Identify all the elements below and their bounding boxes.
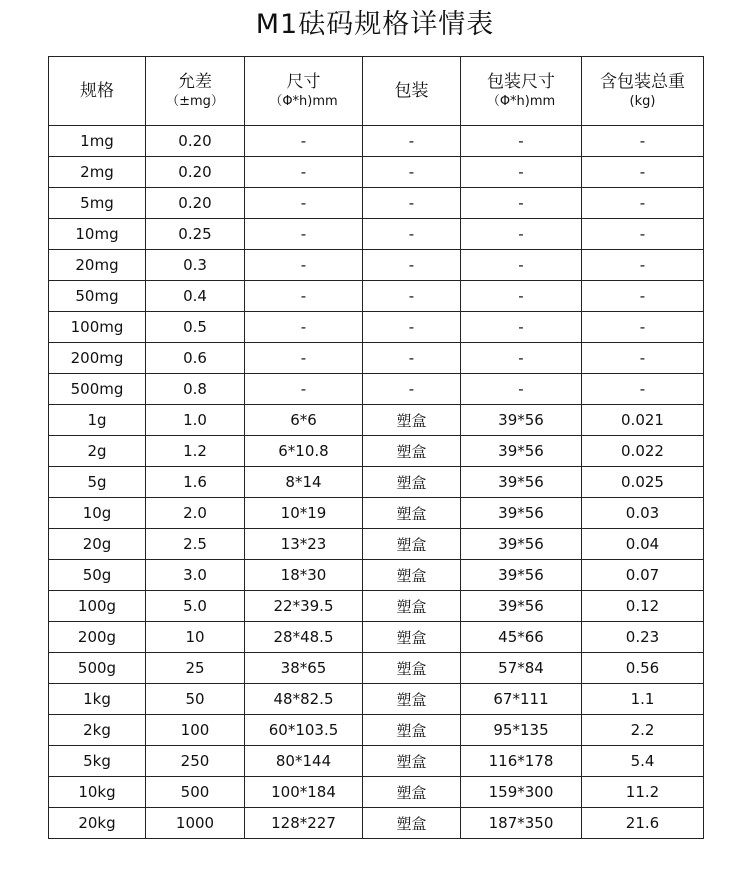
header-size [245,57,363,126]
cell-packaging: 塑盒 [363,777,461,808]
cell-package-size: 39*56 [461,467,582,498]
cell-total-weight: - [582,157,704,188]
table-row [49,188,704,219]
cell-spec: 500mg [49,374,146,405]
header-unit: （Φ*h)mm [486,94,556,109]
cell-spec: 100mg [49,312,146,343]
cell-packaging: 塑盒 [363,405,461,436]
cell-size: - [245,250,363,281]
cell-packaging: - [363,250,461,281]
header-label: 尺寸 [286,72,321,92]
header-unit: （Φ*h)mm [269,94,338,109]
table-row [49,281,704,312]
cell-size: - [245,126,363,157]
cell-package-size: - [461,157,582,188]
table-row [49,622,704,653]
table-row [49,157,704,188]
cell-size: 100*184 [245,777,363,808]
cell-tolerance: 0.4 [146,281,245,312]
cell-tolerance: 250 [146,746,245,777]
header-label: 含包装总重 [600,72,685,92]
cell-size: - [245,157,363,188]
cell-spec: 1kg [49,684,146,715]
cell-spec: 5g [49,467,146,498]
cell-size: 13*23 [245,529,363,560]
cell-spec: 10mg [49,219,146,250]
cell-package-size: 187*350 [461,808,582,839]
cell-package-size: - [461,312,582,343]
cell-spec: 2kg [49,715,146,746]
cell-packaging: 塑盒 [363,436,461,467]
cell-spec: 200g [49,622,146,653]
cell-size: 48*82.5 [245,684,363,715]
header-spec [49,57,146,126]
table-row [49,126,704,157]
cell-tolerance: 3.0 [146,560,245,591]
cell-package-size: 39*56 [461,529,582,560]
cell-spec: 20mg [49,250,146,281]
cell-tolerance: 0.6 [146,343,245,374]
table-row [49,374,704,405]
cell-package-size: 45*66 [461,622,582,653]
cell-spec: 100g [49,591,146,622]
table-row [49,498,704,529]
cell-tolerance: 1.6 [146,467,245,498]
cell-spec: 50g [49,560,146,591]
table-row [49,560,704,591]
cell-spec: 10g [49,498,146,529]
cell-package-size: 57*84 [461,653,582,684]
header-packaging [363,57,461,126]
table-row [49,746,704,777]
cell-total-weight: 0.56 [582,653,704,684]
cell-package-size: - [461,281,582,312]
header-label: 包装尺寸 [487,72,555,92]
cell-spec: 5kg [49,746,146,777]
table-row [49,529,704,560]
cell-package-size: - [461,219,582,250]
cell-size: 28*48.5 [245,622,363,653]
cell-packaging: - [363,188,461,219]
cell-package-size: - [461,374,582,405]
cell-tolerance: 0.5 [146,312,245,343]
cell-package-size: 159*300 [461,777,582,808]
cell-tolerance: 0.8 [146,374,245,405]
table-row [49,653,704,684]
cell-spec: 1mg [49,126,146,157]
cell-total-weight: 2.2 [582,715,704,746]
table-row [49,343,704,374]
cell-tolerance: 0.20 [146,188,245,219]
cell-tolerance: 1.2 [146,436,245,467]
cell-spec: 5mg [49,188,146,219]
cell-total-weight: - [582,374,704,405]
cell-spec: 2g [49,436,146,467]
cell-tolerance: 0.20 [146,157,245,188]
cell-packaging: - [363,343,461,374]
cell-size: - [245,343,363,374]
header-total-weight [582,57,704,126]
cell-packaging: 塑盒 [363,653,461,684]
cell-tolerance: 2.0 [146,498,245,529]
cell-package-size: 39*56 [461,560,582,591]
cell-size: 6*10.8 [245,436,363,467]
table-row [49,808,704,839]
cell-packaging: - [363,219,461,250]
table-row [49,436,704,467]
cell-size: 8*14 [245,467,363,498]
cell-total-weight: - [582,312,704,343]
cell-size: 22*39.5 [245,591,363,622]
cell-packaging: 塑盒 [363,498,461,529]
header-unit: (kg) [629,94,656,109]
cell-packaging: 塑盒 [363,560,461,591]
cell-size: - [245,281,363,312]
cell-package-size: - [461,250,582,281]
header-label: 规格 [80,81,114,101]
cell-size: - [245,219,363,250]
cell-tolerance: 0.25 [146,219,245,250]
cell-package-size: 67*111 [461,684,582,715]
table-row [49,250,704,281]
cell-size: 38*65 [245,653,363,684]
cell-size: 6*6 [245,405,363,436]
cell-tolerance: 1.0 [146,405,245,436]
header-label: 允差 [178,72,212,92]
cell-packaging: - [363,281,461,312]
cell-size: - [245,374,363,405]
cell-tolerance: 10 [146,622,245,653]
cell-spec: 50mg [49,281,146,312]
table-header-row [49,57,704,126]
cell-total-weight: 0.025 [582,467,704,498]
cell-size: 128*227 [245,808,363,839]
cell-package-size: - [461,126,582,157]
cell-total-weight: 11.2 [582,777,704,808]
cell-total-weight: - [582,250,704,281]
cell-size: 10*19 [245,498,363,529]
cell-packaging: 塑盒 [363,684,461,715]
cell-tolerance: 0.20 [146,126,245,157]
table-row [49,467,704,498]
cell-size: 60*103.5 [245,715,363,746]
cell-packaging: 塑盒 [363,622,461,653]
table-row [49,591,704,622]
cell-package-size: 39*56 [461,436,582,467]
table-row [49,684,704,715]
cell-package-size: 39*56 [461,405,582,436]
cell-spec: 20g [49,529,146,560]
cell-total-weight: 5.4 [582,746,704,777]
cell-total-weight: 0.07 [582,560,704,591]
cell-packaging: 塑盒 [363,715,461,746]
cell-total-weight: 0.021 [582,405,704,436]
cell-packaging: 塑盒 [363,529,461,560]
table-row [49,312,704,343]
table-row [49,405,704,436]
cell-total-weight: - [582,219,704,250]
table-body [49,126,704,839]
page-title: M1砝码规格详情表 [255,9,495,40]
cell-tolerance: 100 [146,715,245,746]
cell-package-size: - [461,343,582,374]
cell-packaging: - [363,157,461,188]
cell-packaging: - [363,126,461,157]
cell-total-weight: 21.6 [582,808,704,839]
cell-spec: 10kg [49,777,146,808]
cell-packaging: - [363,374,461,405]
cell-spec: 200mg [49,343,146,374]
cell-packaging: 塑盒 [363,808,461,839]
cell-tolerance: 2.5 [146,529,245,560]
cell-tolerance: 0.3 [146,250,245,281]
cell-total-weight: 0.022 [582,436,704,467]
cell-total-weight: 0.23 [582,622,704,653]
cell-packaging: 塑盒 [363,467,461,498]
header-tolerance [146,57,245,126]
cell-package-size: 39*56 [461,498,582,529]
spec-table [48,56,704,839]
cell-total-weight: 1.1 [582,684,704,715]
cell-size: - [245,312,363,343]
cell-packaging: - [363,312,461,343]
cell-total-weight: 0.04 [582,529,704,560]
cell-tolerance: 1000 [146,808,245,839]
header-label: 包装 [394,81,429,101]
cell-spec: 1g [49,405,146,436]
cell-total-weight: - [582,126,704,157]
cell-spec: 2mg [49,157,146,188]
cell-total-weight: 0.12 [582,591,704,622]
cell-package-size: 95*135 [461,715,582,746]
header-unit: （±mg） [166,94,224,109]
cell-package-size: 39*56 [461,591,582,622]
cell-size: 80*144 [245,746,363,777]
cell-tolerance: 50 [146,684,245,715]
header-package-size [461,57,582,126]
cell-packaging: 塑盒 [363,591,461,622]
cell-tolerance: 25 [146,653,245,684]
table-row [49,777,704,808]
table-row [49,715,704,746]
cell-tolerance: 500 [146,777,245,808]
cell-size: 18*30 [245,560,363,591]
cell-total-weight: - [582,188,704,219]
cell-spec: 20kg [49,808,146,839]
cell-size: - [245,188,363,219]
cell-total-weight: - [582,343,704,374]
cell-total-weight: 0.03 [582,498,704,529]
cell-spec: 500g [49,653,146,684]
cell-packaging: 塑盒 [363,746,461,777]
cell-total-weight: - [582,281,704,312]
cell-package-size: 116*178 [461,746,582,777]
table-row [49,219,704,250]
cell-tolerance: 5.0 [146,591,245,622]
cell-package-size: - [461,188,582,219]
